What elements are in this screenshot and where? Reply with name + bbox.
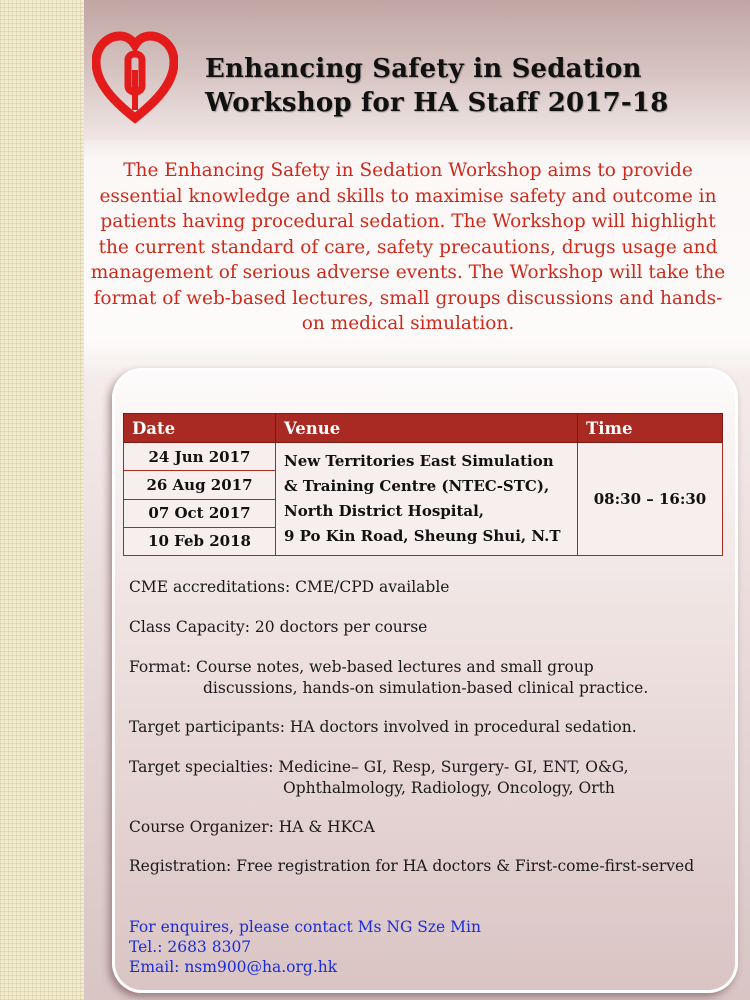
format-text [129, 657, 729, 699]
specialties-text [129, 757, 729, 799]
header-date: Date [124, 414, 276, 443]
contact-phone: Tel.: 2683 8307 [129, 938, 252, 956]
participants-text: Target participants: HA doctors involved in procedural sedation. [129, 718, 637, 736]
schedule-table [123, 413, 723, 556]
date-cell: 07 Oct 2017 [124, 499, 276, 527]
table-header-row [124, 414, 723, 443]
header-time: Time [578, 414, 723, 443]
organizer-text: Course Organizer: HA & HKCA [129, 818, 375, 836]
specialties-line-2: Ophthalmology, Radiology, Oncology, Orth [283, 779, 615, 797]
venue-cell [276, 443, 578, 556]
date-cell: 26 Aug 2017 [124, 471, 276, 499]
decorative-stripe-band [0, 0, 85, 1000]
date-cell: 10 Feb 2018 [124, 527, 276, 555]
capacity-text: Class Capacity: 20 doctors per course [129, 618, 428, 636]
contact-email[interactable]: Email: nsm900@ha.org.hk [129, 958, 338, 976]
contact-line: For enquires, please contact Ms NG Sze Min [129, 918, 481, 936]
time-cell: 08:30 – 16:30 [578, 443, 723, 556]
registration-text: Registration: Free registration for HA doctors & First-come-first-served [129, 857, 695, 875]
table-row [124, 443, 723, 471]
venue-line: 9 Po Kin Road, Sheung Shui, N.T [284, 527, 561, 545]
intro-paragraph: The Enhancing Safety in Sedation Workshop aims to provide essential knowledge and skills to maximise safety and outcome in patients having procedural sedation. The Workshop will highlight the current standard of care, safety precautions, drugs usage and management of serious adverse events. The Workshop will take the format of web-based lectures, small groups discussions and hands-on medical simulation. [90, 160, 726, 334]
contact-block [129, 917, 629, 977]
cme-text: CME accreditations: CME/CPD available [129, 578, 450, 596]
format-line-2: discussions, hands-on simulation-based clinical practice. [203, 679, 649, 697]
page-title [205, 52, 725, 120]
ha-heart-logo-icon [92, 30, 178, 124]
venue-line: & Training Centre (NTEC-STC), [284, 477, 550, 495]
title-line-2: Workshop for HA Staff 2017-18 [205, 88, 669, 118]
specialties-line-1: Target specialties: Medicine– GI, Resp, Surgery- GI, ENT, O&G, [129, 758, 629, 776]
title-line-1: Enhancing Safety in Sedation [205, 54, 642, 84]
header-venue: Venue [276, 414, 578, 443]
venue-line: New Territories East Simulation [284, 452, 554, 470]
date-cell: 24 Jun 2017 [124, 443, 276, 471]
venue-line: North District Hospital, [284, 502, 485, 520]
format-line-1: Format: Course notes, web-based lectures and small group [129, 658, 594, 676]
